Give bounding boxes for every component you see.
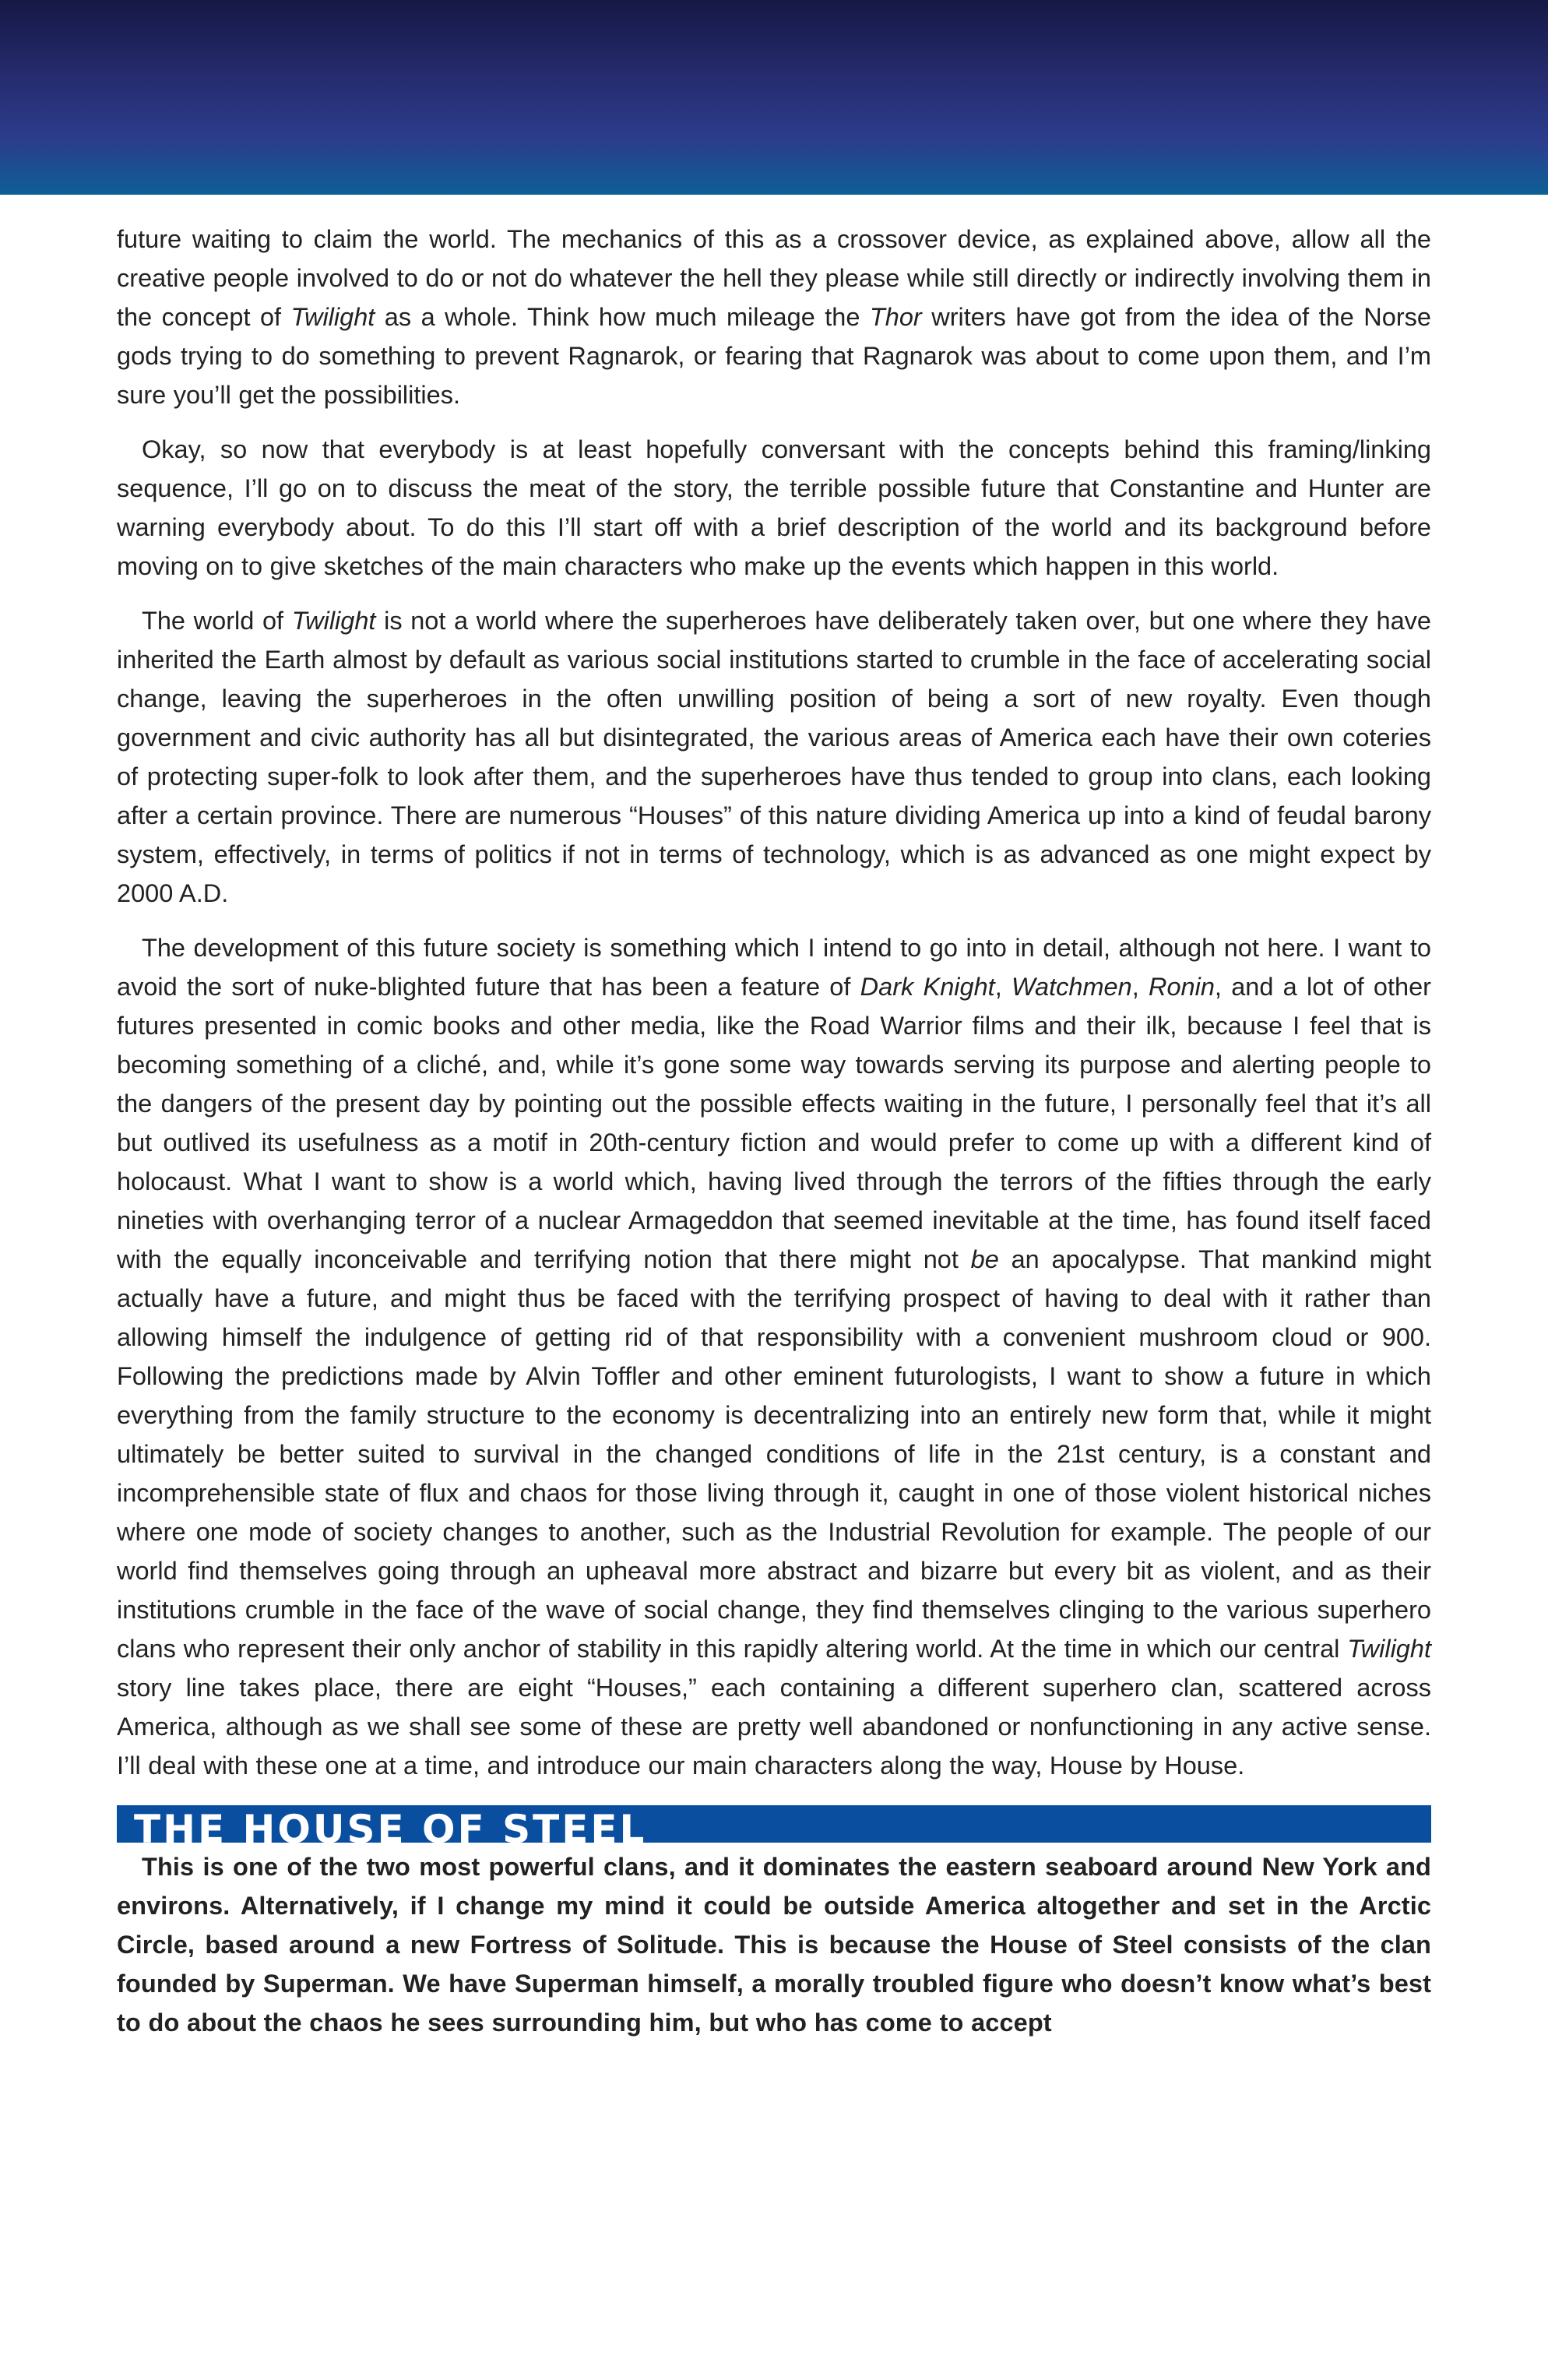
section-title: THE HOUSE OF STEEL <box>134 1807 647 1843</box>
section-paragraph: This is one of the two most powerful clans, and it dominates the eastern seaboard around New York and environs. Alternatively, if I change my mind it could be outside America altogether and set in the Arctic Circle, based around a new Fortress of Solitude. This is because the House of Steel consists of the clan founded by Superman. We have Superman himself, a morally troubled figure who doesn’t know what’s best to do about the chaos he sees surrounding him, but who has come to accept <box>117 1853 1431 2037</box>
paragraph-2: Okay, so now that everybody is at least hopefully conversant with the concepts behind this framing/linking sequence, I’ll go on to discuss the meat of the story, the terrible possible future that Constantine and Hunter are warning everybody about. To do this I’ll start off with a brief description of the world and its background before moving on to give sketches of the main characters who make up the events which happen in this world. <box>117 435 1431 580</box>
section-heading-bar <box>117 1805 1431 1843</box>
page-content <box>117 220 1431 2058</box>
paragraph-3: The world of Twilight is not a world where the superheroes have deliberately taken over, but one where they have inherited the Earth almost by default as various social institutions started to crumble in the face of accelerating social change, leaving the superheroes in the often unwilling position of being a sort of new royalty. Even though government and civic authority has all but disintegrated, the various areas of America each have their own coteries of protecting super-folk to look after them, and the superheroes have thus tended to group into clans, each looking after a certain province. There are numerous “Houses” of this nature dividing America up into a kind of feudal barony system, effectively, in terms of politics if not in terms of technology, which is as advanced as one might expect by 2000 A.D. <box>117 607 1431 907</box>
paragraph-4: The development of this future society is something which I intend to go into in detail, although not here. I want to avoid the sort of nuke-blighted future that has been a feature of Dark Knight, Watchmen, Ronin, and a lot of other futures presented in comic books and other media, like the Road Warrior films and their ilk, because I feel that is becoming something of a cliché, and, while it’s gone some way towards serving its purpose and alerting people to the dangers of the present day by pointing out the possible effects waiting in the future, I personally feel that it’s all but outlived its usefulness as a motif in 20th-century fiction and would prefer to come up with a different kind of holocaust. What I want to show is a world which, having lived through the terrors of the fifties through the early nineties with overhanging terror of a nuclear Armageddon that seemed inevitable at the time, has found itself faced with the equally inconceivable and terrifying notion that there might not be an apocalypse. That mankind might actually have a future, and might thus be faced with the terrifying prospect of having to deal with it rather than allowing himself the indulgence of getting rid of that responsibility with a convenient mushroom cloud or 900. Following the predictions made by Alvin Toffler and other eminent futurologists, I want to show a future in which everything from the family structure to the economy is decentralizing into an entirely new form that, while it might ultimately be better suited to survival in the changed conditions of life in the 21st century, is a constant and incomprehensible state of flux and chaos for those living through it, caught in one of those violent historical niches where one mode of society changes to another, such as the Industrial Revolution for example. The people of our world find themselves going through an upheaval more abstract and bizarre but every bit as violent, and as their institutions crumble in the face of the wave of social change, they find themselves clinging to the various superhero clans who represent their only anchor of stability in this rapidly altering world. At the time in which our central Twilight story line takes place, there are eight “Houses,” each containing a different superhero clan, scattered across America, although as we shall see some of these are pretty well abandoned or nonfunctioning in any active sense. I’ll deal with these one at a time, and introduce our main characters along the way, House by House. <box>117 934 1431 1780</box>
paragraph-1: future waiting to claim the world. The mechanics of this as a crossover device, as explained above, allow all the creative people involved to do or not do whatever the hell they please while still directly or indirectly involving them in the concept of Twilight as a whole. Think how much mileage the Thor writers have got from the idea of the Norse gods trying to do something to prevent Ragnarok, or fearing that Ragnarok was about to come upon them, and I’m sure you’ll get the possibilities. <box>117 225 1431 409</box>
header-banner <box>0 0 1548 195</box>
